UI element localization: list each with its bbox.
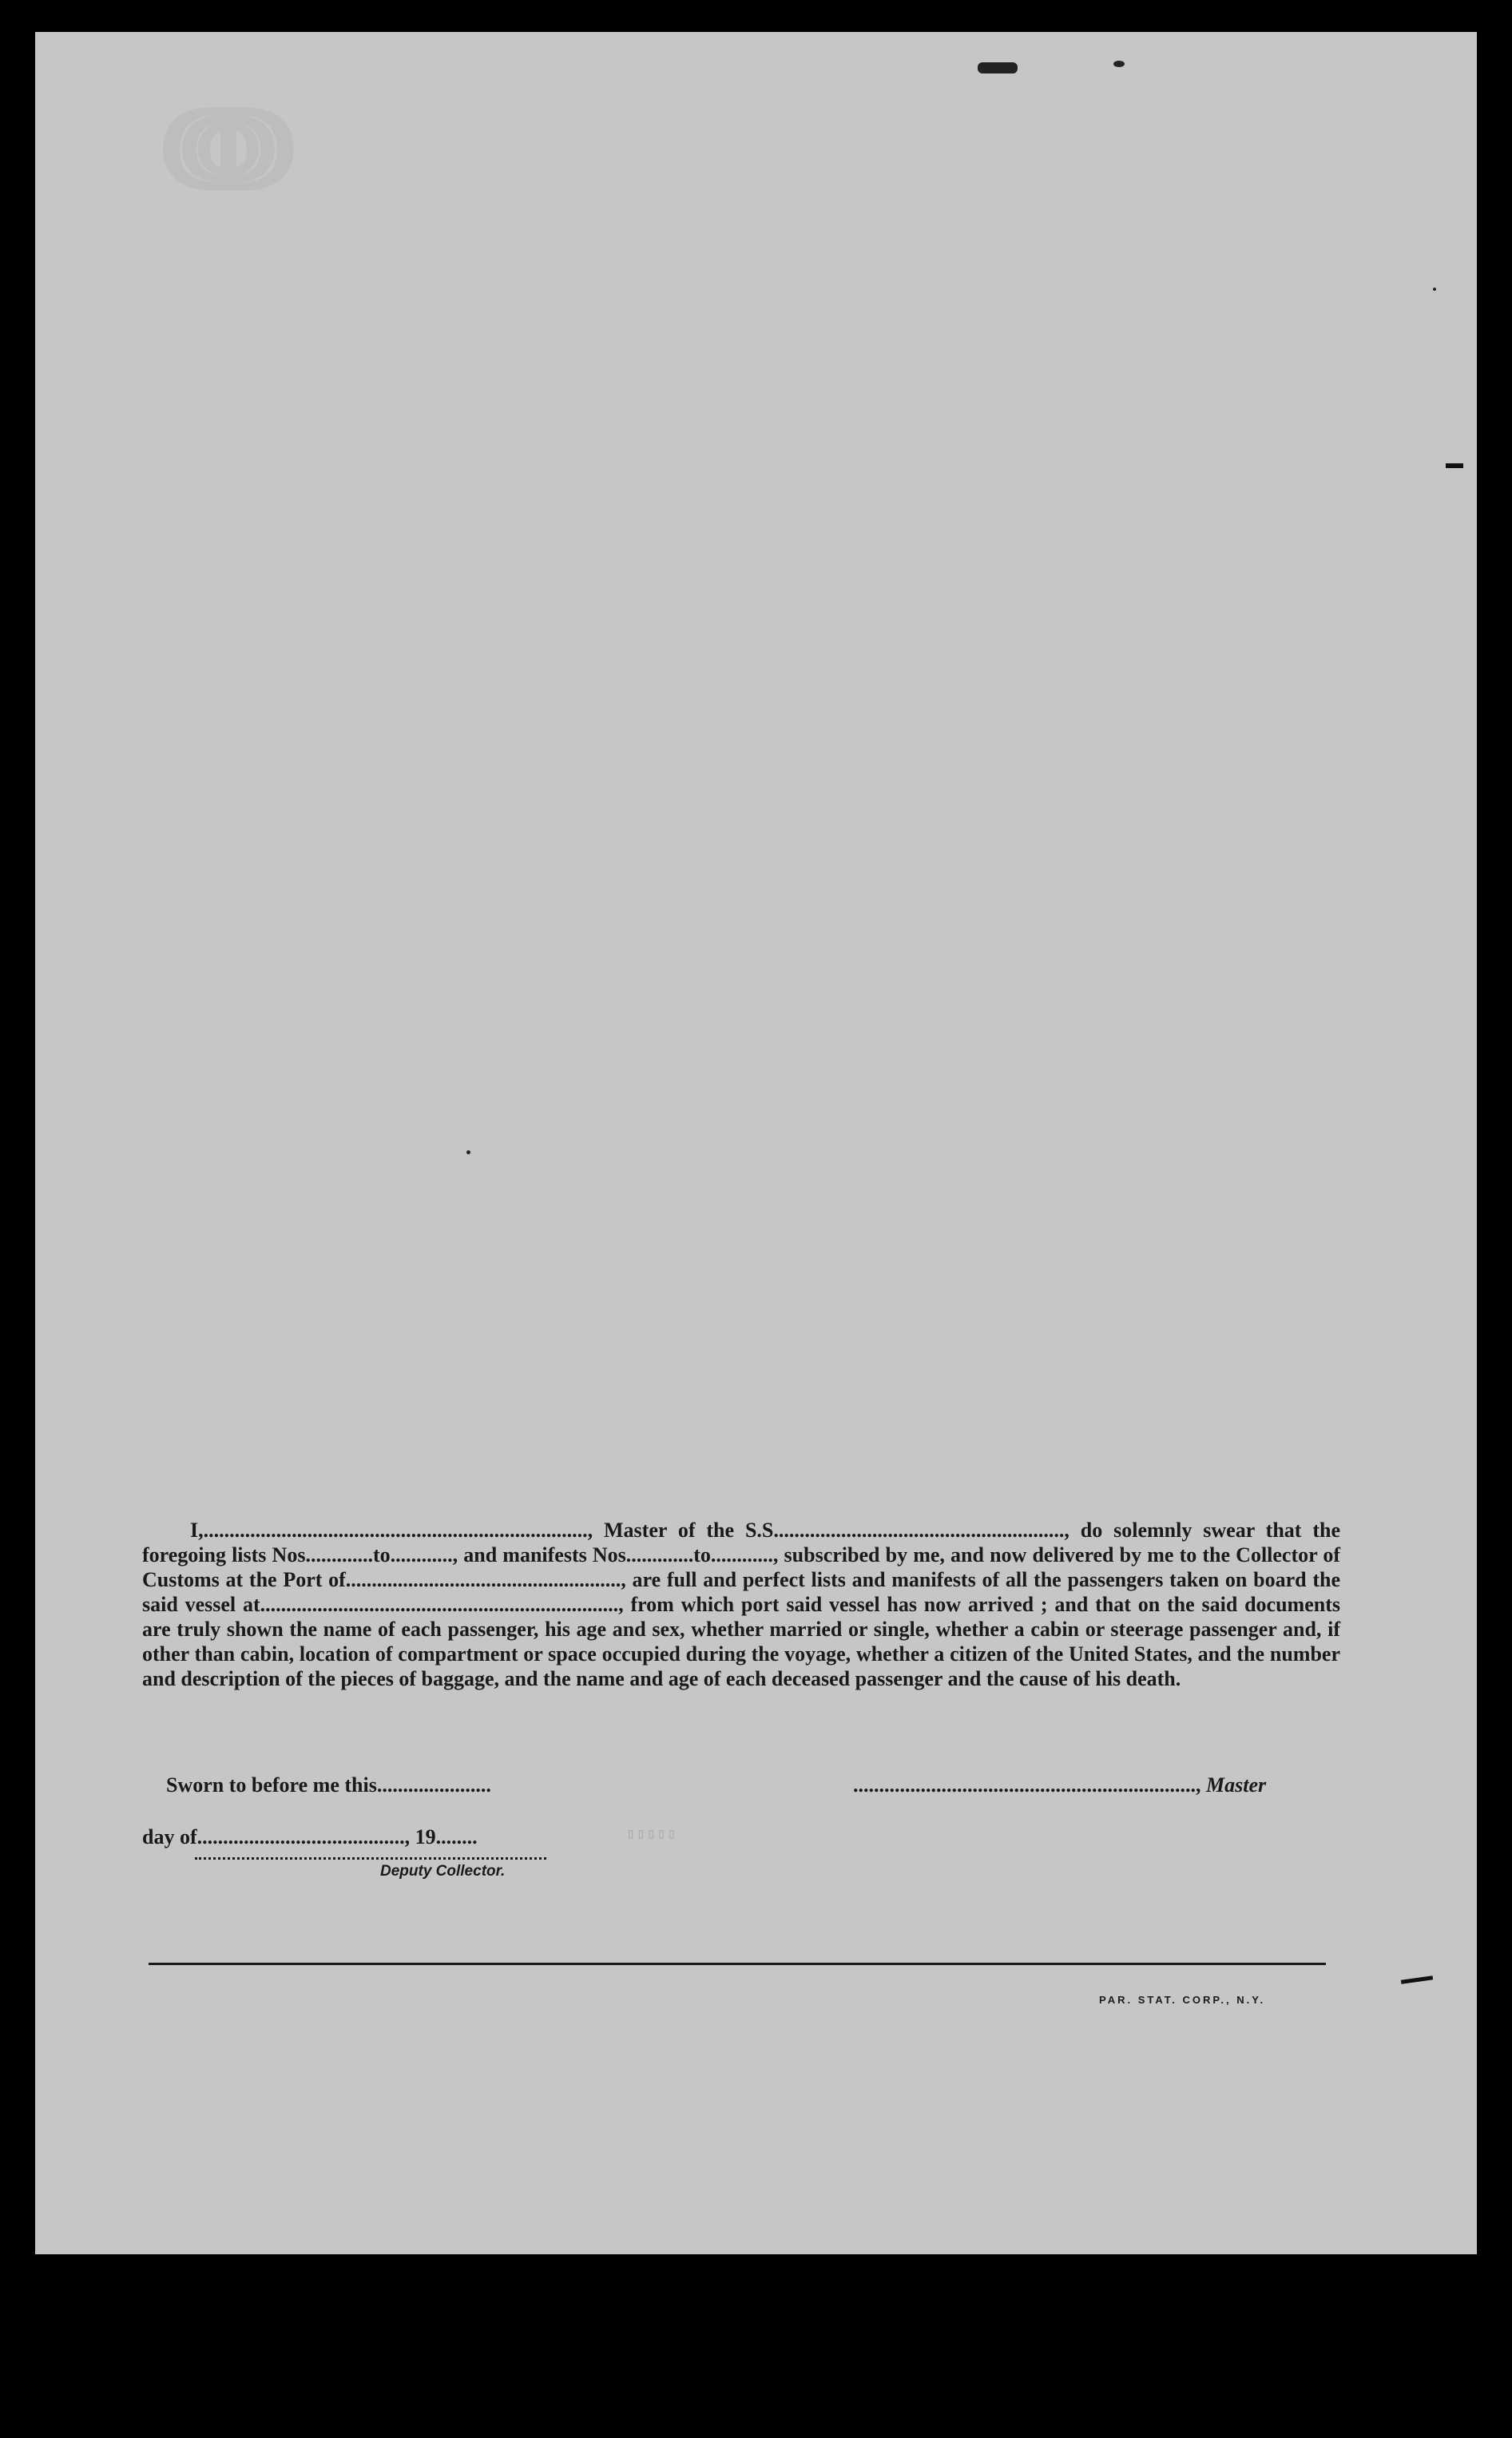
deputy-signature-rule — [195, 1857, 546, 1860]
bottom-divider — [149, 1963, 1326, 1965]
oath-line1-suffix: , do solemnly — [1064, 1519, 1193, 1542]
master-label: Master — [1206, 1773, 1267, 1797]
oath-line1-dots1: .......................................................................... — [203, 1519, 588, 1542]
deputy-collector-label: Deputy Collector. — [380, 1863, 506, 1880]
ink-speck — [978, 62, 1018, 73]
master-oath-paragraph — [142, 1518, 1340, 1691]
master-dots: .................................................................. — [853, 1773, 1196, 1797]
printer-imprint: PAR. STAT. CORP., N.Y. — [1099, 1994, 1266, 2006]
faint-stamp-smudge: ▯▯▯▯▯ — [626, 1827, 678, 1843]
master-signature-line — [853, 1773, 1266, 1797]
ink-speck — [466, 1150, 470, 1154]
day-dots: ........................................ — [196, 1825, 405, 1848]
year-dots: ........ — [435, 1825, 478, 1848]
year-prefix: , 19 — [404, 1825, 436, 1848]
oath-body: swear that the foregoing lists Nos.............to............, and manifests Nos.............to............, subscribed by me, and now delivered by me to the Collector of Customs at the Port of....................................................., are full and perfect lists and manifests of all the passengers taken on board the said vessel at....................................................................., from which port said vessel has now arrived ; and that on the said documents are truly shown the name of each passenger, his age and sex, whether married or single, whether a cabin or steerage passenger and, if other than cabin, location of compartment or space occupied during the voyage, whether a citizen of the United States, and the number and description of the pieces of baggage, and the name and age of each deceased passenger and the cause of his death. — [142, 1519, 1340, 1690]
oath-line1-dots2: ....................................................... — [778, 1519, 1065, 1542]
manifest-back-page — [35, 32, 1477, 2254]
ink-speck — [1433, 288, 1436, 291]
day-line — [142, 1825, 478, 1849]
sworn-label: Sworn to before me this — [166, 1773, 377, 1797]
faded-page-number-smudge: ↈ — [163, 82, 297, 215]
master-comma: , — [1196, 1773, 1206, 1797]
day-label: day of — [142, 1825, 197, 1848]
oath-line1-master: , Master of the S.S. — [587, 1519, 779, 1542]
sworn-line — [166, 1773, 491, 1797]
margin-mark — [1446, 463, 1463, 468]
sworn-dots: ...................... — [376, 1773, 491, 1797]
oath-line1-prefix: I, — [190, 1519, 204, 1542]
ink-speck — [1113, 61, 1125, 67]
margin-mark — [1401, 1975, 1433, 1984]
